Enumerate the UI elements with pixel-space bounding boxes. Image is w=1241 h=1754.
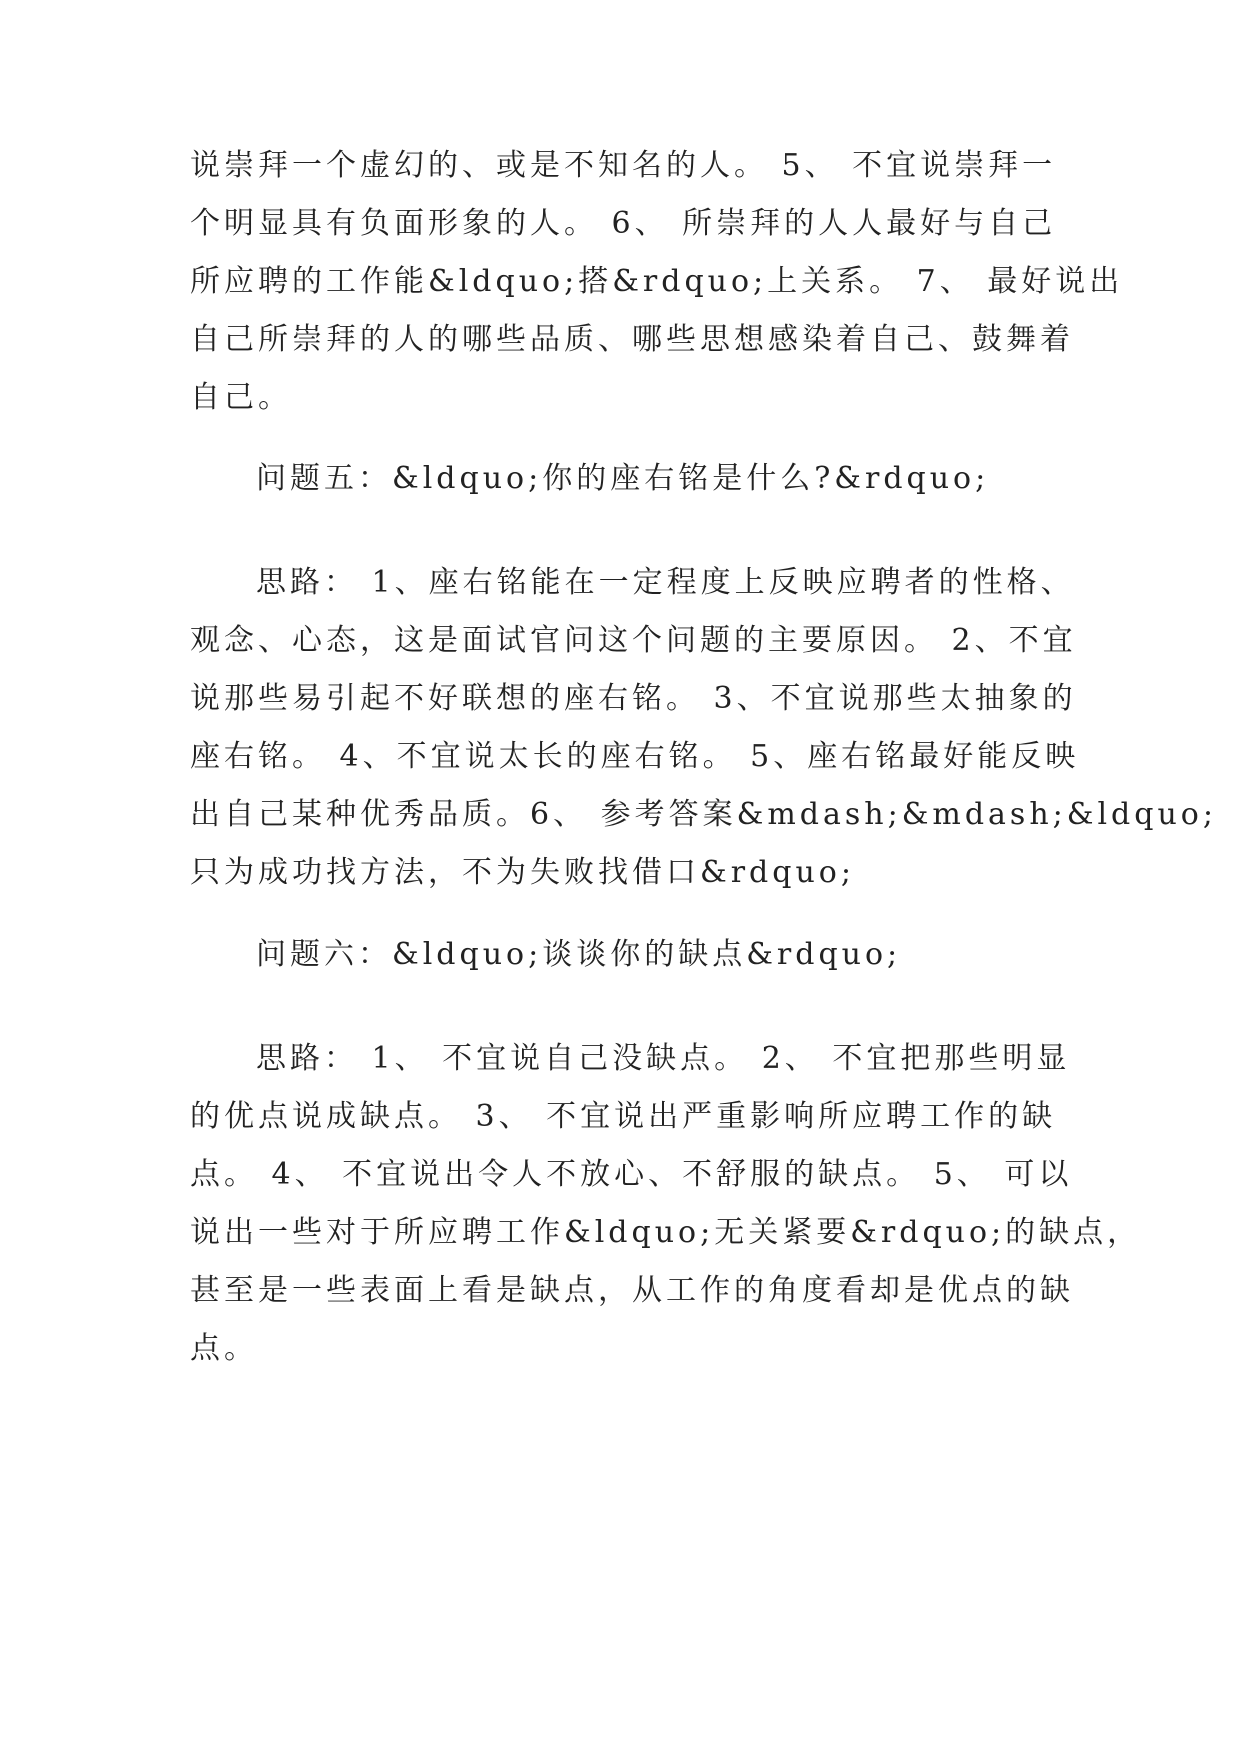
text-line: 所应聘的工作能&ldquo;搭&rdquo;上关系。 7、 最好说出 (190, 264, 1124, 299)
text-line: 甚至是一些表面上看是缺点，从工作的角度看却是优点的缺 (190, 1273, 1074, 1308)
text-line: 问题五：&ldquo;你的座右铭是什么?&rdquo; (256, 461, 990, 496)
text-line: 观念、心态，这是面试官问这个问题的主要原因。 2、不宜 (190, 623, 1077, 658)
text-line: 个明显具有负面形象的人。 6、 所崇拜的人人最好与自己 (190, 206, 1057, 241)
paragraph-weakness-tips (190, 1030, 1142, 1378)
text-line: 问题六：&ldquo;谈谈你的缺点&rdquo; (256, 937, 902, 972)
text-line: 点。 4、 不宜说出令人不放心、不舒服的缺点。 5、 可以 (190, 1157, 1073, 1192)
text-line: 思路： 1、座右铭能在一定程度上反映应聘者的性格、 (256, 565, 1075, 600)
text-line: 自己。 (190, 380, 292, 415)
text-line: 说出一些对于所应聘工作&ldquo;无关紧要&rdquo;的缺点， (190, 1215, 1142, 1250)
text-line: 出自己某种优秀品质。6、 参考答案&mdash;&mdash;&ldquo; (190, 797, 1217, 832)
question-six-heading (190, 926, 1070, 984)
text-line: 座右铭。 4、不宜说太长的座右铭。 5、座右铭最好能反映 (190, 739, 1080, 774)
text-line: 点。 (190, 1331, 258, 1366)
text-line: 自己所崇拜的人的哪些品质、哪些思想感染着自己、鼓舞着 (190, 322, 1074, 357)
paragraph-admiration-tips (190, 137, 1124, 427)
text-line: 说崇拜一个虚幻的、或是不知名的人。 5、 不宜说崇拜一 (190, 148, 1057, 183)
text-line: 只为成功找方法，不为失败找借口&rdquo; (190, 855, 855, 890)
paragraph-motto-tips (190, 554, 1217, 902)
text-line: 的优点说成缺点。 3、 不宜说出严重影响所应聘工作的缺 (190, 1099, 1057, 1134)
text-line: 思路： 1、 不宜说自己没缺点。 2、 不宜把那些明显 (256, 1041, 1071, 1076)
text-line: 说那些易引起不好联想的座右铭。 3、不宜说那些太抽象的 (190, 681, 1077, 716)
question-five-heading (190, 450, 1070, 508)
